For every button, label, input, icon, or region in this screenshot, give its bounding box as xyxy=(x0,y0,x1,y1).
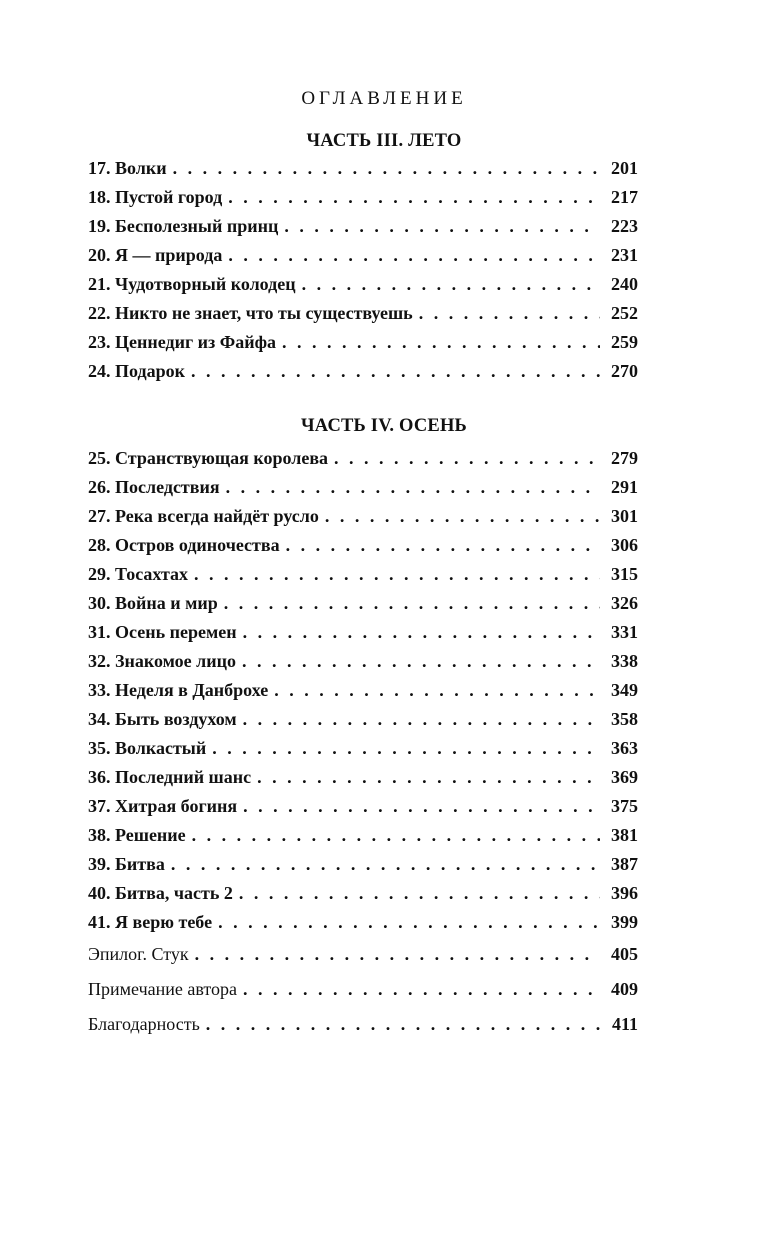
page-title: ОГЛАВЛЕНИЕ xyxy=(301,88,467,109)
toc-entry xyxy=(88,944,638,979)
toc-entry xyxy=(88,274,638,303)
toc-entry-title: 34. Быть воздухом xyxy=(88,709,237,729)
toc-entry-title: 18. Пустой город xyxy=(88,187,223,207)
dot-leader xyxy=(173,158,600,179)
toc-entry xyxy=(88,854,638,883)
toc-entry xyxy=(88,158,638,187)
toc-entry-title: 22. Никто не знает, что ты существуешь xyxy=(88,303,413,323)
dot-leader xyxy=(242,651,600,672)
extras-list xyxy=(88,944,638,1049)
toc-entry-page: 326 xyxy=(611,593,638,613)
toc-entry xyxy=(88,506,638,535)
toc-entry-page: 381 xyxy=(611,825,638,845)
toc-entry xyxy=(88,883,638,912)
dot-leader xyxy=(284,216,600,237)
toc-entry xyxy=(88,303,638,332)
toc-entry-page: 279 xyxy=(611,448,638,468)
part-3-title: ЧАСТЬ III. ЛЕТО xyxy=(306,131,462,151)
toc-entry-title: 37. Хитрая богиня xyxy=(88,796,238,816)
dot-leader xyxy=(218,912,600,933)
dot-leader xyxy=(334,448,600,469)
dot-leader xyxy=(194,564,600,585)
toc-entry-title: Эпилог. Стук xyxy=(88,944,189,964)
dot-leader xyxy=(192,825,600,846)
toc-entry-page: 349 xyxy=(611,680,638,700)
dot-leader xyxy=(243,979,600,1000)
toc-entry-page: 338 xyxy=(611,651,638,671)
toc-entry-page: 223 xyxy=(611,216,638,236)
dot-leader xyxy=(212,738,600,759)
toc-entry-title: 29. Тосахтах xyxy=(88,564,189,584)
toc-entry xyxy=(88,738,638,767)
toc-entry-title: 39. Битва xyxy=(88,854,165,874)
dot-leader xyxy=(226,477,600,498)
toc-entry-page: 409 xyxy=(611,979,638,999)
toc-entry xyxy=(88,622,638,651)
toc-entry-title: 23. Ценнедиг из Файфа xyxy=(88,332,277,352)
toc-entry xyxy=(88,979,638,1014)
toc-entry-title: 36. Последний шанс xyxy=(88,767,252,787)
toc-entry xyxy=(88,245,638,274)
toc-entry-page: 387 xyxy=(611,854,638,874)
toc-entry xyxy=(88,680,638,709)
toc-entry xyxy=(88,651,638,680)
toc-entry xyxy=(88,564,638,593)
dot-leader xyxy=(419,303,600,324)
toc-entry-page: 405 xyxy=(611,944,638,964)
toc-entry-title: Примечание автора xyxy=(88,979,238,999)
toc-entry xyxy=(88,448,638,477)
dot-leader xyxy=(191,361,600,382)
toc-entry-page: 259 xyxy=(611,332,638,352)
toc-entry xyxy=(88,912,638,941)
dot-leader xyxy=(243,709,600,730)
toc-entry-page: 375 xyxy=(611,796,638,816)
toc-entry-title: 24. Подарок xyxy=(88,361,185,381)
part-3-list xyxy=(88,158,638,390)
toc-entry-page: 331 xyxy=(611,622,638,642)
toc-entry-page: 270 xyxy=(611,361,638,381)
toc-entry-title: 30. Война и мир xyxy=(88,593,218,613)
toc-entry-title: Благодарность xyxy=(88,1014,200,1034)
toc-entry-title: 38. Решение xyxy=(88,825,186,845)
toc-entry-page: 291 xyxy=(611,477,638,497)
toc-entry-title: 32. Знакомое лицо xyxy=(88,651,237,671)
toc-entry xyxy=(88,1014,638,1049)
toc-entry-page: 306 xyxy=(611,535,638,555)
toc-entry-title: 33. Неделя в Данброхе xyxy=(88,680,269,700)
toc-entry-title: 28. Остров одиночества xyxy=(88,535,280,555)
dot-leader xyxy=(325,506,600,527)
toc-entry-page: 201 xyxy=(611,158,638,178)
dot-leader xyxy=(302,274,600,295)
toc-entry-title: 21. Чудотворный колодец xyxy=(88,274,296,294)
dot-leader xyxy=(171,854,600,875)
toc-entry-title: 40. Битва, часть 2 xyxy=(88,883,233,903)
dot-leader xyxy=(243,622,600,643)
toc-entry xyxy=(88,593,638,622)
dot-leader xyxy=(243,796,600,817)
toc-entry-page: 231 xyxy=(611,245,638,265)
toc-entry-title: 26. Последствия xyxy=(88,477,220,497)
toc-entry xyxy=(88,825,638,854)
toc-entry-title: 35. Волкастый xyxy=(88,738,207,758)
toc-entry xyxy=(88,361,638,390)
toc-entry xyxy=(88,187,638,216)
dot-leader xyxy=(206,1014,600,1035)
toc-entry-page: 411 xyxy=(611,1014,638,1034)
toc-entry xyxy=(88,709,638,738)
toc-entry-page: 399 xyxy=(611,912,638,932)
toc-entry-page: 252 xyxy=(611,303,638,323)
dot-leader xyxy=(195,944,600,965)
dot-leader xyxy=(257,767,600,788)
dot-leader xyxy=(274,680,600,701)
toc-entry-page: 217 xyxy=(611,187,638,207)
toc-entry-page: 240 xyxy=(611,274,638,294)
toc-entry xyxy=(88,477,638,506)
toc-entry-title: 27. Река всегда найдёт русло xyxy=(88,506,319,526)
toc-entry-page: 315 xyxy=(611,564,638,584)
part-4-title: ЧАСТЬ IV. ОСЕНЬ xyxy=(301,416,467,436)
toc-entry-title: 19. Бесполезный принц xyxy=(88,216,279,236)
toc-entry xyxy=(88,796,638,825)
dot-leader xyxy=(239,883,600,904)
toc-entry-title: 25. Странствующая королева xyxy=(88,448,329,468)
dot-leader xyxy=(286,535,600,556)
toc-entry-page: 369 xyxy=(611,767,638,787)
toc-entry-title: 20. Я — природа xyxy=(88,245,223,265)
toc-entry-page: 363 xyxy=(611,738,638,758)
toc-entry-page: 396 xyxy=(611,883,638,903)
dot-leader xyxy=(228,187,600,208)
toc-entry-page: 301 xyxy=(611,506,638,526)
toc-entry-page: 358 xyxy=(611,709,638,729)
toc-entry xyxy=(88,767,638,796)
toc-entry xyxy=(88,535,638,564)
toc-entry-title: 31. Осень перемен xyxy=(88,622,237,642)
dot-leader xyxy=(282,332,600,353)
dot-leader xyxy=(228,245,600,266)
toc-entry-title: 41. Я верю тебе xyxy=(88,912,213,932)
toc-entry xyxy=(88,332,638,361)
toc-entry xyxy=(88,216,638,245)
toc-entry-title: 17. Волки xyxy=(88,158,167,178)
part-4-list xyxy=(88,448,638,941)
dot-leader xyxy=(224,593,600,614)
